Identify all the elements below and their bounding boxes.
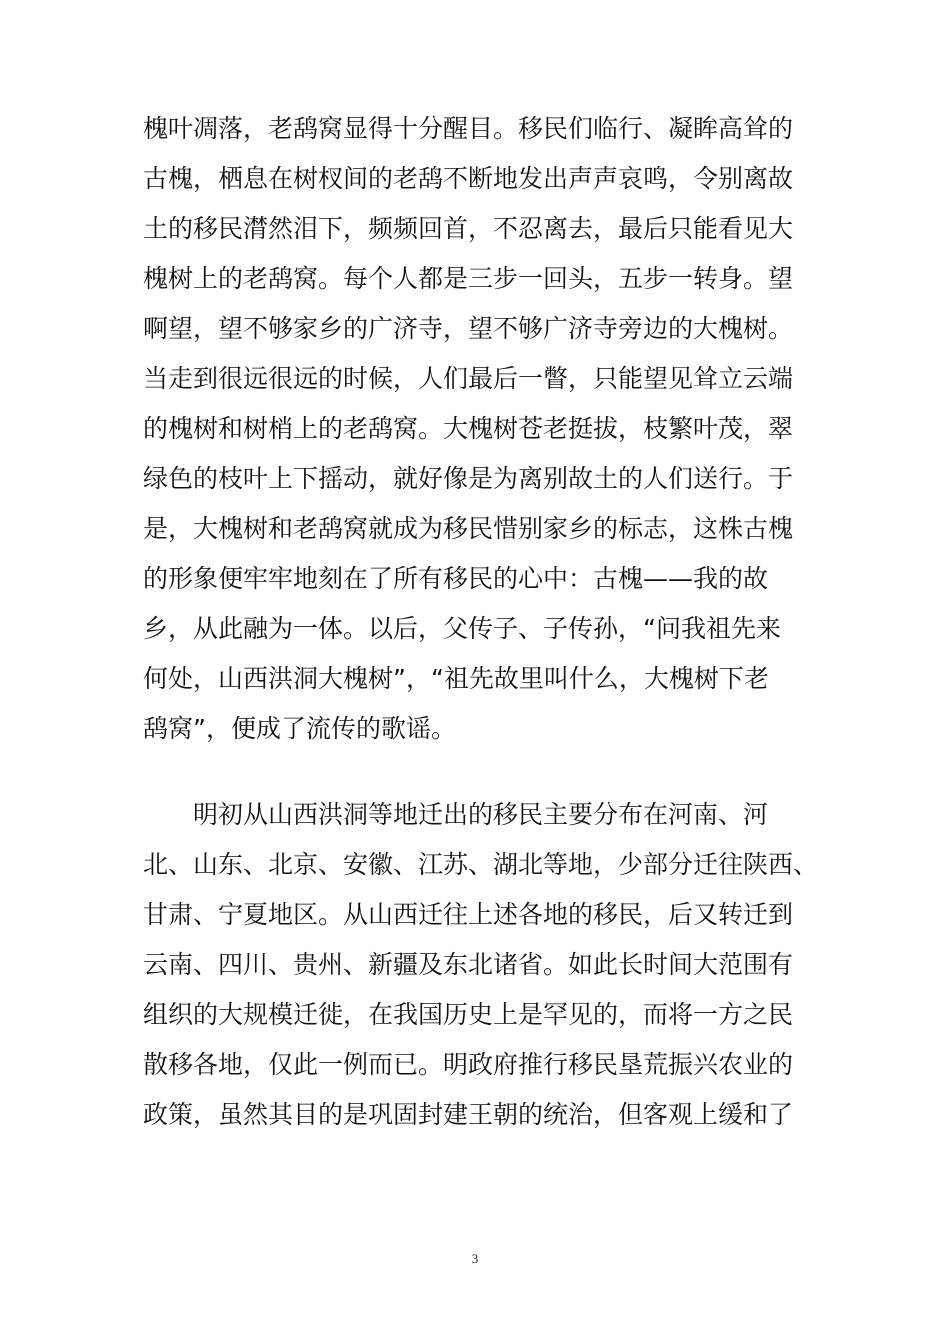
text-line-indented: 明初从山西洪洞等地迁出的移民主要分布在河南、河 <box>193 800 769 829</box>
text-line: 鸹窝”，便成了流传的歌谣。 <box>143 714 456 743</box>
paragraph-spacer <box>143 754 813 790</box>
body-text <box>143 104 819 1140</box>
paragraph-1 <box>143 104 813 754</box>
text-line: 散移各地，仅此一例而已。明政府推行移民垦荒振兴农业的 <box>143 1050 794 1079</box>
text-line: 啊望，望不够家乡的广济寺，望不够广济寺旁边的大槐树。 <box>143 314 794 343</box>
paragraph-2 <box>143 790 819 1140</box>
text-line: 北、山东、北京、安徽、江苏、湖北等地，少部分迁往陕西、 <box>143 850 819 879</box>
text-line: 的槐树和树梢上的老鸹窝。大槐树苍老挺拔，枝繁叶茂，翠 <box>143 414 794 443</box>
text-line: 绿色的枝叶上下摇动，就好像是为离别故土的人们送行。于 <box>143 464 794 493</box>
text-line: 是，大槐树和老鸹窝就成为移民惜别家乡的标志，这株古槐 <box>143 514 794 543</box>
text-line: 古槐，栖息在树杈间的老鸹不断地发出声声哀鸣，令别离故 <box>143 164 794 193</box>
page-number: 3 <box>471 1251 479 1266</box>
text-line: 政策，虽然其目的是巩固封建王朝的统治，但客观上缓和了 <box>143 1100 794 1129</box>
text-line: 甘肃、宁夏地区。从山西迁往上述各地的移民，后又转迁到 <box>143 900 794 929</box>
text-line: 的形象便牢牢地刻在了所有移民的心中：古槐——我的故 <box>143 564 769 593</box>
text-line: 当走到很远很远的时候，人们最后一瞥，只能望见耸立云端 <box>143 364 794 393</box>
text-line: 土的移民潸然泪下，频频回首，不忍离去，最后只能看见大 <box>143 214 794 243</box>
text-line: 组织的大规模迁徙，在我国历史上是罕见的，而将一方之民 <box>143 1000 794 1029</box>
text-line: 何处，山西洪洞大槐树”，“祖先故里叫什么，大槐树下老 <box>143 664 769 693</box>
text-line: 乡，从此融为一体。以后，父传子、子传孙，“问我祖先来 <box>143 614 781 643</box>
text-line: 云南、四川、贵州、新疆及东北诸省。如此长时间大范围有 <box>143 950 794 979</box>
text-line: 槐树上的老鸹窝。每个人都是三步一回头，五步一转身。望 <box>143 264 794 293</box>
text-line: 槐叶凋落，老鸹窝显得十分醒目。移民们临行、凝眸高耸的 <box>143 114 794 143</box>
